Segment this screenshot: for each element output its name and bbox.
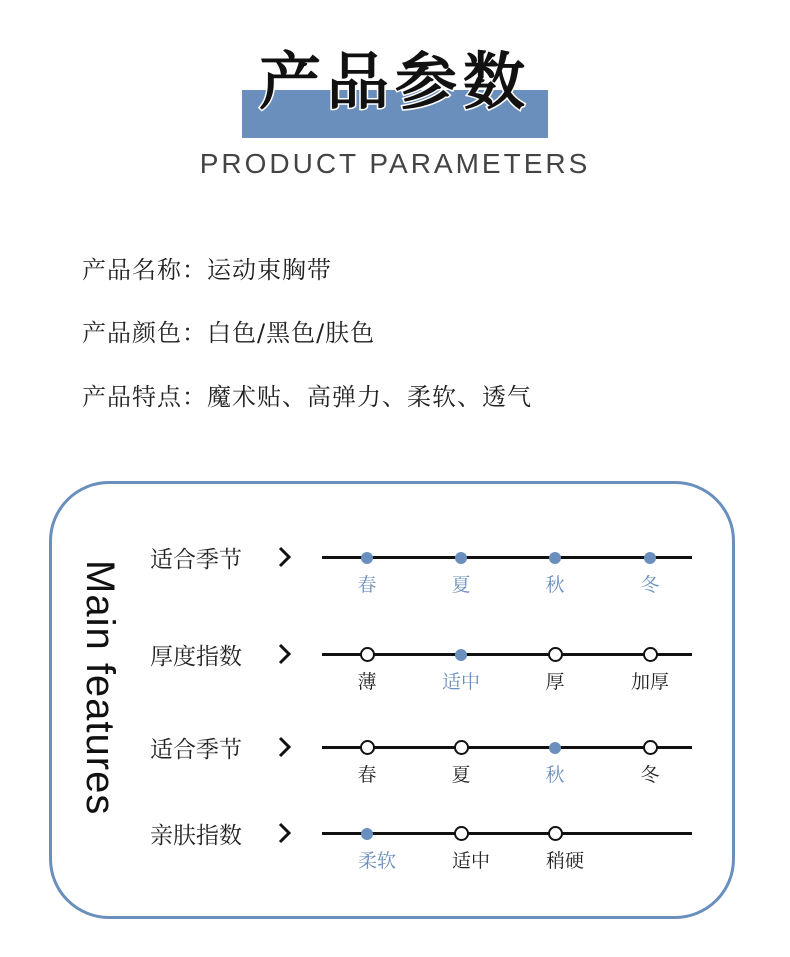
feature-track-line [322,653,692,656]
feature-option-label: 加厚 [630,671,669,693]
feature-option-marker [643,740,658,755]
feature-option-label: 柔软 [357,850,396,872]
chevron-right-icon [274,735,294,759]
feature-option-label: 夏 [451,574,471,596]
feature-track-line [322,832,692,835]
feature-option-label: 冬 [640,574,660,596]
feature-option-marker [360,647,375,662]
feature-option-label: 冬 [640,764,660,786]
feature-option-label: 厚 [545,671,565,693]
feature-option-label: 稍硬 [545,850,584,872]
feature-option-marker [548,826,563,841]
feature-track-line [322,556,692,559]
feature-track-line [322,746,692,749]
features-side-label: Main features [78,560,122,816]
feature-option-marker [454,826,469,841]
feature-option-marker [361,828,373,840]
feature-option-label: 秋 [545,764,565,786]
feature-option-marker [548,647,563,662]
feature-option-marker [360,740,375,755]
feature-option-label: 春 [357,574,377,596]
feature-option-label: 适中 [441,671,480,693]
feature-row-label: 适合季节 [150,737,242,763]
feature-option-label: 春 [357,764,377,786]
param-product-name: 产品名称：运动束胸带 [82,256,332,284]
feature-option-label: 秋 [545,574,565,596]
feature-option-marker [455,649,467,661]
page-subtitle: PRODUCT PARAMETERS [199,148,591,179]
feature-option-label: 适中 [451,850,490,872]
param-product-features: 产品特点：魔术贴、高弹力、柔软、透气 [82,383,532,411]
page-header [0,40,790,150]
feature-row-label: 适合季节 [150,547,242,573]
page-title: 产品参数 [258,45,531,118]
feature-option-marker [644,552,656,564]
chevron-right-icon [274,642,294,666]
feature-option-marker [549,552,561,564]
feature-option-marker [361,552,373,564]
chevron-right-icon [274,821,294,845]
feature-option-marker [549,742,561,754]
feature-option-label: 薄 [357,671,377,693]
param-product-color: 产品颜色：白色/黑色/肤色 [82,319,376,347]
chevron-right-icon [274,545,294,569]
feature-row-label: 厚度指数 [150,644,242,670]
feature-option-label: 夏 [451,764,471,786]
feature-option-marker [455,552,467,564]
feature-row-label: 亲肤指数 [150,823,242,849]
feature-option-marker [454,740,469,755]
feature-option-marker [643,647,658,662]
